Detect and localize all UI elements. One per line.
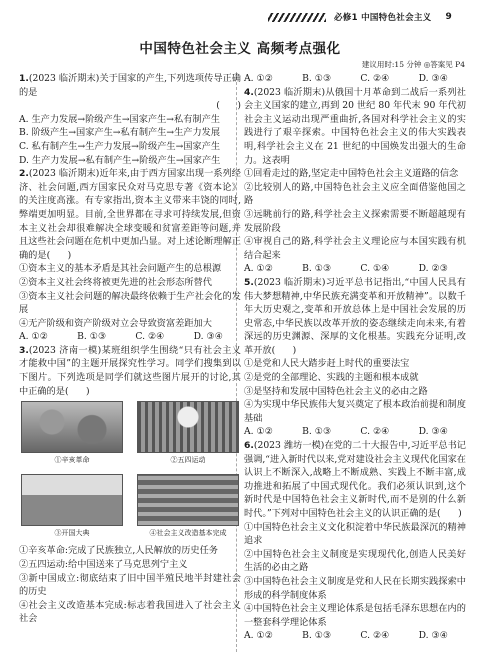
statement-1: ①是党和人民大踏步赶上时代的重要法宝 — [244, 358, 410, 370]
option-row — [244, 425, 466, 439]
photo-may-fourth — [135, 401, 241, 468]
photo-xinhai-revolution — [19, 401, 125, 468]
statement-4: ④无产阶级和资产阶级对立会导致资富差距加大 — [19, 317, 212, 329]
statement-3: ③新中国成立:彻底结束了旧中国半殖民地半封建社会的历史 — [19, 572, 241, 598]
question-4 — [244, 86, 466, 276]
option-d: D. 生产力发展→私有制产生→阶级产生→国家产生 — [19, 154, 221, 166]
option-c: C. ②④ — [360, 426, 390, 438]
option-c: C. ①④ — [360, 263, 390, 275]
option-a: A. ①② — [244, 630, 273, 642]
question-stem: (2023 潍坊一模)在党的二十大报告中,习近平总书记强调,“进入新时代以来,党对建设社会主义现代化国家在认识上不断深入,战略上不断成熟、实践上不断丰富,成功推进和拓展了中国式现代化。我们必须认识到,这个新时代是中国特色社会主义新时代,而不是别的什么新时代。”下列对中国特色社会主义的认识正确的是 — [244, 440, 466, 519]
question-stem: (2023 临沂期末)关于国家的产生,下列选项传导正确的是 — [19, 73, 241, 98]
question-1 — [19, 72, 241, 167]
question-3 — [19, 344, 241, 626]
option-b: B. 阶级产生→国家产生→私有制产生→生产力发展 — [19, 127, 221, 139]
historical-photo — [137, 474, 239, 526]
right-column — [244, 72, 466, 643]
question-stem: (2023 济南一模)某班组织学生围绕“只有社会主义才能救中国”的主题开展探究性学习。同学们搜集到以下图片。下列选项是同学们就这些图片展开的讨论,其中正确的是 — [19, 344, 241, 397]
statement-1: ①资本主义的基本矛盾是其社会问题产生的总根源 — [19, 263, 222, 275]
option-c: C. ②④ — [135, 331, 165, 343]
question-5 — [244, 276, 466, 439]
option-row — [244, 629, 466, 643]
question-2 — [19, 167, 241, 344]
option-a: A. 生产力发展→阶级产生→国家产生→私有制产生 — [19, 113, 220, 125]
option-b: B. ①③ — [302, 630, 332, 642]
question-number: 4. — [244, 86, 254, 98]
statement-3: ③是坚持和发展中国特色社会主义的必由之路 — [244, 385, 428, 397]
answer-blank: ( ) — [271, 344, 297, 356]
historical-photo — [21, 401, 123, 453]
option-d: D. ③④ — [193, 331, 223, 343]
statement-4: ④社会主义改造基本完成:标志着我国进入了社会主义社会 — [19, 599, 241, 625]
statement-1: ①中国特色社会主义文化积淀着中华民族最深沉的精神追求 — [244, 521, 466, 547]
statement-2: ②是党的全部理论、实践的主题和根本成就 — [244, 372, 419, 384]
statement-2: ②资本主义社会终将被更先进的社会形态所替代 — [19, 276, 212, 288]
question-number: 3. — [19, 344, 29, 356]
question-number: 5. — [244, 276, 254, 288]
question-stem: (2023 临沂期末)近年来,由于西方国家出现一系列经济、社会问题,西方国家民众对马克思专著《资本论》的关注度高涨。有专家指出,资本主义带来丰饶的同时,弊端更加明显。目前,全世界都在寻求可持续发展,但资本主义社会却很难解决全球变暖和贫富差距等问题,并且这些社会问题在危机中更加凸显。对上述论断理解正确的是 — [19, 168, 241, 261]
option-b: B. ①③ — [302, 73, 332, 84]
photo-socialist-transformation — [135, 474, 241, 541]
option-row — [244, 72, 466, 86]
answer-blank: ( ) — [437, 508, 462, 519]
running-header — [268, 11, 464, 23]
left-column — [19, 72, 241, 626]
question-stem: (2023 临沂期末)习近平总书记指出,“中国人民具有伟大梦想精神,中华民族充满变革和开放精神”。以数千年大历史观之,变革和开放总体上是中国社会发展的历史常态,中华民族以改革开放的姿态继续走向未来,有着深远的历史渊源、深厚的文化根基。实践充分证明,改革开放 — [244, 276, 466, 356]
question-number: 2. — [19, 168, 29, 180]
photo-caption: ④社会主义改造基本完成 — [149, 528, 227, 537]
statement-3: ③资本主义社会问题的解决最终依赖于生产社会化的发展 — [19, 290, 241, 316]
answer-blank: ( ) — [64, 385, 90, 397]
question-6 — [244, 439, 466, 643]
statement-4: ④为实现中华民族伟大复兴奠定了根本政治前提和制度基础 — [244, 399, 466, 424]
statement-1: ①回看走过的路,坚定走中国特色社会主义道路的信念 — [244, 168, 459, 180]
photo-founding-ceremony — [19, 474, 125, 541]
option-d: D. ③④ — [418, 630, 448, 642]
question-3-options — [244, 72, 466, 86]
option-c: C. 私有制产生→生产力发展→阶级产生→国家产生 — [19, 140, 221, 152]
option-a: A. ①② — [19, 331, 48, 343]
answer-blank: ( ) — [216, 100, 241, 112]
photo-grid — [19, 401, 241, 540]
photo-caption: ②五四运动 — [170, 456, 206, 465]
statement-2: ②五四运动:给中国送来了马克思列宁主义 — [19, 559, 188, 571]
option-a: A. ①② — [244, 263, 273, 275]
statement-4: ④中国特色社会主义理论体系是包括毛泽东思想在内的一整套科学理论体系 — [244, 603, 466, 628]
option-c: C. ②④ — [360, 630, 390, 642]
question-number: 1. — [19, 73, 29, 84]
page-number: 9 — [445, 12, 452, 22]
statement-2: ②比较别人的路,中国特色社会主义应全面借鉴他国之路 — [244, 181, 466, 207]
option-row — [19, 330, 241, 344]
answer-blank: ( ) — [46, 249, 72, 261]
time-suggestion: 建议用时:15 分钟 ◎答案见 P4 — [361, 60, 465, 69]
option-a: A. ①② — [244, 73, 273, 84]
option-d: D. ③④ — [418, 73, 448, 84]
statement-4: ④审视自己的路,科学社会主义理论应与本国实践有机结合起来 — [244, 236, 466, 261]
question-stem: (2023 临沂期末)从俄国十月革命到二战后一系列社会主义国家的建立,再到 20 世纪 80 年代末 90 年代初社会主义运动出现严重曲折,各国对科学社会主义的实践进行了艰辛探索。中国特色社会主义的伟大实践表明,科学社会主义在 21 世纪的中国焕发出强大的生命力。这表明 — [244, 86, 466, 166]
statement-3: ③远眺前行的路,科学社会主义探索需要不断超越现有发展阶段 — [244, 208, 466, 234]
statement-2: ②中国特色社会主义制度是实现现代化,创造人民美好生活的必由之路 — [244, 548, 466, 574]
statement-3: ③中国特色社会主义制度是党和人民在长期实践探索中形成的科学制度体系 — [244, 575, 466, 601]
option-b: B. ①③ — [302, 263, 332, 275]
option-d: D. ②③ — [418, 263, 448, 275]
option-b: B. ①③ — [302, 426, 332, 438]
option-c: C. ②④ — [360, 73, 390, 84]
historical-photo — [137, 401, 239, 453]
header-stripe-decoration — [268, 13, 326, 22]
statement-1: ①辛亥革命:完成了民族独立,人民解放的历史任务 — [19, 545, 218, 557]
running-title: 必修1 中国特色社会主义 — [334, 13, 432, 23]
option-b: B. ①③ — [77, 331, 107, 343]
option-row — [244, 262, 466, 276]
option-a: A. ①② — [244, 426, 273, 438]
page-title: 中国特色社会主义 高频考点强化 — [139, 41, 341, 57]
photo-caption: ③开国大典 — [54, 528, 90, 537]
question-number: 6. — [244, 440, 254, 452]
option-d: D. ③④ — [418, 426, 448, 438]
historical-photo — [21, 474, 123, 526]
photo-caption: ①辛亥革命 — [54, 456, 90, 465]
